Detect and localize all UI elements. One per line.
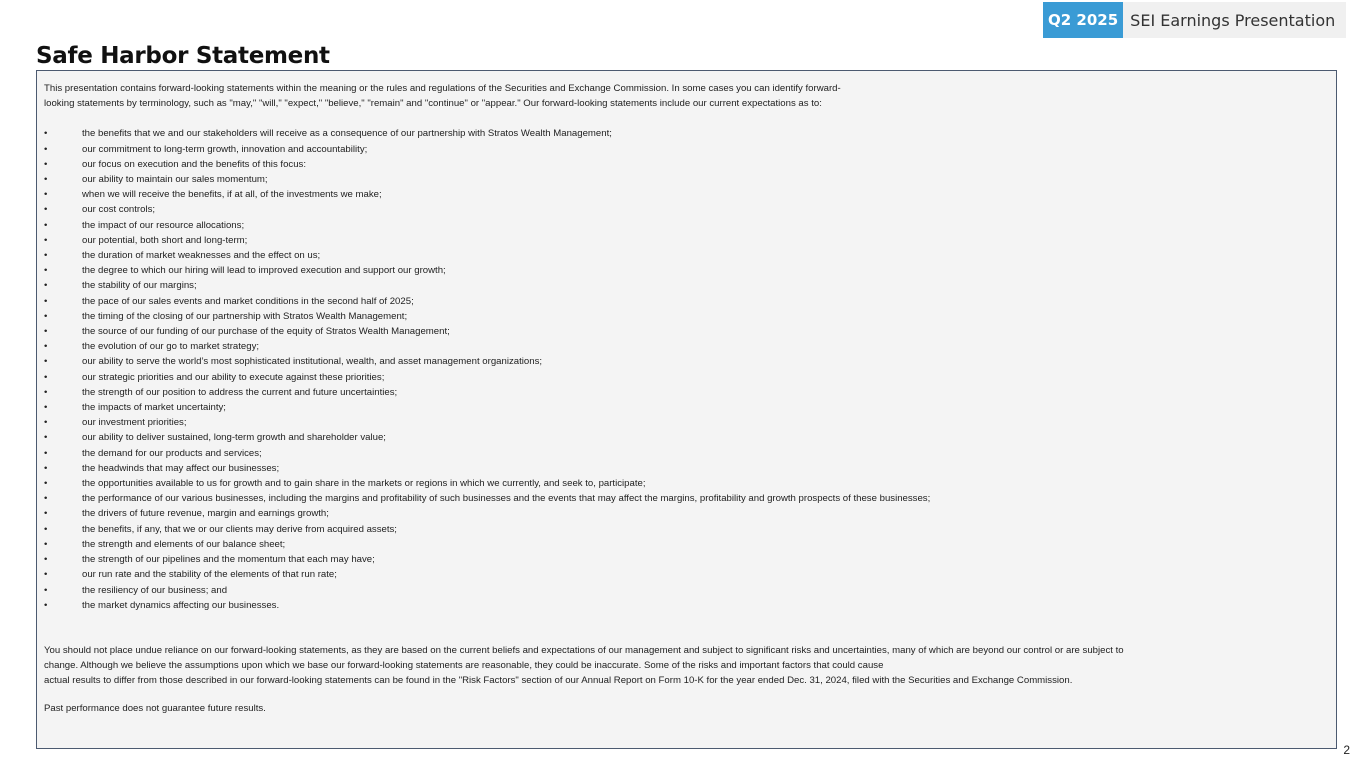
list-item-text: the strength of our pipelines and the momentum that each may have; bbox=[82, 554, 375, 566]
list-item-text: the timing of the closing of our partnership with Stratos Wealth Management; bbox=[82, 310, 408, 322]
closing-paragraph bbox=[44, 643, 1329, 689]
list-item bbox=[44, 446, 1329, 461]
list-item-text: the stability of our margins; bbox=[82, 280, 197, 292]
bullet-icon: • bbox=[44, 508, 48, 520]
intro-line: This presentation contains forward-looking statements within the meaning or the rules and regulations of the Securities and Exchange Commission. In some cases you can identify forward- bbox=[44, 83, 841, 94]
list-item-text: our strategic priorities and our ability to execute against these priorities; bbox=[82, 371, 385, 383]
bullet-icon: • bbox=[44, 417, 48, 429]
closing-line: You should not place undue reliance on our forward-looking statements, as they are based on the current beliefs and expectations of our management and subject to significant risks and uncertainties, many of which are beyond our control or are subject to bbox=[44, 644, 1124, 656]
list-item-text: the performance of our various businesses, including the margins and profitability of such businesses and the events that may affect the margins, profitability and growth prospects of these businesses; bbox=[82, 493, 931, 505]
list-item bbox=[44, 430, 1329, 445]
bullet-icon: • bbox=[44, 310, 48, 322]
list-item-text: the strength and elements of our balance sheet; bbox=[82, 538, 286, 550]
bullet-icon: • bbox=[44, 265, 48, 277]
list-item bbox=[44, 476, 1329, 491]
bullet-icon: • bbox=[44, 158, 48, 170]
list-item-text: our run rate and the stability of the elements of that run rate; bbox=[82, 569, 337, 581]
list-item bbox=[44, 522, 1329, 537]
list-item bbox=[44, 415, 1329, 430]
bullet-icon: • bbox=[44, 174, 48, 186]
list-item bbox=[44, 172, 1329, 187]
closing-line: actual results to differ from those described in our forward-looking statements can be found in the "Risk Factors" section of our Annual Report on Form 10-K for the year ended Dec. 31, 2024, filed with the Securities and Exchange Commission. bbox=[44, 675, 1073, 687]
list-item-text: our ability to serve the world’s most sophisticated institutional, wealth, and asset management organizations; bbox=[82, 356, 543, 368]
list-item bbox=[44, 400, 1329, 415]
bullet-icon: • bbox=[44, 143, 48, 155]
list-item-text: the source of our funding of our purchase of the equity of Stratos Wealth Management; bbox=[82, 326, 450, 338]
bullet-icon: • bbox=[44, 295, 48, 307]
list-item bbox=[44, 370, 1329, 385]
quarter-badge: Q2 2025 bbox=[1043, 2, 1123, 38]
bullet-icon: • bbox=[44, 447, 48, 459]
bullet-icon: • bbox=[44, 128, 48, 140]
bullet-icon: • bbox=[44, 326, 48, 338]
list-item bbox=[44, 263, 1329, 278]
bullet-icon: • bbox=[44, 538, 48, 550]
list-item-text: the evolution of our go to market strategy; bbox=[82, 341, 260, 353]
page-title: Safe Harbor Statement bbox=[36, 43, 330, 69]
list-item-text: our cost controls; bbox=[82, 204, 156, 216]
intro-paragraph bbox=[44, 81, 1329, 111]
bullet-icon: • bbox=[44, 386, 48, 398]
list-item-text: our ability to deliver sustained, long-term growth and shareholder value; bbox=[82, 432, 386, 444]
list-item bbox=[44, 187, 1329, 202]
list-item bbox=[44, 339, 1329, 354]
list-item-text: our potential, both short and long-term; bbox=[82, 234, 248, 246]
list-item bbox=[44, 157, 1329, 172]
list-item-text: our ability to maintain our sales momentum; bbox=[82, 174, 268, 186]
list-item-text: our focus on execution and the benefits of this focus: bbox=[82, 158, 306, 170]
bullet-icon: • bbox=[44, 219, 48, 231]
list-item bbox=[44, 491, 1329, 506]
list-item-text: our investment priorities; bbox=[82, 417, 187, 429]
list-item bbox=[44, 552, 1329, 567]
list-item bbox=[44, 309, 1329, 324]
bullet-icon: • bbox=[44, 584, 48, 596]
bullet-icon: • bbox=[44, 234, 48, 246]
list-item bbox=[44, 126, 1329, 141]
bullet-icon: • bbox=[44, 523, 48, 535]
presentation-title: SEI Earnings Presentation bbox=[1123, 2, 1346, 38]
list-item-text: the demand for our products and services; bbox=[82, 447, 262, 459]
list-item bbox=[44, 248, 1329, 263]
bullet-icon: • bbox=[44, 432, 48, 444]
list-item-text: the pace of our sales events and market conditions in the second half of 2025; bbox=[82, 295, 414, 307]
list-item-text: the degree to which our hiring will lead to improved execution and support our growth; bbox=[82, 265, 446, 277]
list-item-text: our commitment to long-term growth, innovation and accountability; bbox=[82, 143, 368, 155]
list-item-text: the benefits that we and our stakeholders will receive as a consequence of our partnership with Stratos Wealth Management; bbox=[82, 128, 612, 140]
list-item bbox=[44, 506, 1329, 521]
bullet-icon: • bbox=[44, 280, 48, 292]
list-item bbox=[44, 278, 1329, 293]
list-item-text: the strength of our position to address the current and future uncertainties; bbox=[82, 386, 398, 398]
list-item bbox=[44, 142, 1329, 157]
header-tag bbox=[1043, 2, 1346, 38]
list-item-text: when we will receive the benefits, if at all, of the investments we make; bbox=[82, 189, 382, 201]
list-item bbox=[44, 233, 1329, 248]
bullet-icon: • bbox=[44, 371, 48, 383]
list-item bbox=[44, 461, 1329, 476]
list-item bbox=[44, 583, 1329, 598]
bullet-icon: • bbox=[44, 204, 48, 216]
past-performance-note: Past performance does not guarantee future results. bbox=[44, 702, 266, 714]
list-item bbox=[44, 598, 1329, 613]
list-item-text: the drivers of future revenue, margin and earnings growth; bbox=[82, 508, 329, 520]
list-item bbox=[44, 354, 1329, 369]
bullet-icon: • bbox=[44, 341, 48, 353]
list-item-text: the resiliency of our business; and bbox=[82, 584, 228, 596]
bullet-icon: • bbox=[44, 402, 48, 414]
bullet-icon: • bbox=[44, 462, 48, 474]
bullet-icon: • bbox=[44, 554, 48, 566]
bullet-icon: • bbox=[44, 569, 48, 581]
list-item bbox=[44, 294, 1329, 309]
bullet-icon: • bbox=[44, 250, 48, 262]
list-item-text: the market dynamics affecting our businesses. bbox=[82, 599, 280, 611]
bullet-icon: • bbox=[44, 356, 48, 368]
list-item bbox=[44, 202, 1329, 217]
bullet-icon: • bbox=[44, 478, 48, 490]
intro-line: looking statements by terminology, such as "may," "will," "expect," "believe," "remain" and "continue" or "appear." Our forward-looking statements include our current expectations as to: bbox=[44, 98, 822, 110]
list-item bbox=[44, 218, 1329, 233]
expectations-list bbox=[44, 126, 1329, 613]
bullet-icon: • bbox=[44, 599, 48, 611]
closing-line: change. Although we believe the assumptions upon which we base our forward-looking statements are reasonable, they could be inaccurate. Some of the risks and important factors that could cause bbox=[44, 660, 884, 672]
list-item bbox=[44, 567, 1329, 582]
list-item bbox=[44, 537, 1329, 552]
list-item-text: the benefits, if any, that we or our clients may derive from acquired assets; bbox=[82, 523, 397, 535]
list-item-text: the headwinds that may affect our businesses; bbox=[82, 462, 280, 474]
list-item bbox=[44, 385, 1329, 400]
list-item-text: the opportunities available to us for growth and to gain share in the markets or regions in which we currently, and seek to, participate; bbox=[82, 478, 646, 490]
list-item bbox=[44, 324, 1329, 339]
bullet-icon: • bbox=[44, 189, 48, 201]
list-item-text: the duration of market weaknesses and the effect on us; bbox=[82, 250, 321, 262]
page-number: 2 bbox=[1343, 743, 1350, 757]
safe-harbor-content bbox=[36, 70, 1337, 749]
list-item-text: the impact of our resource allocations; bbox=[82, 219, 245, 231]
bullet-icon: • bbox=[44, 493, 48, 505]
list-item-text: the impacts of market uncertainty; bbox=[82, 402, 226, 414]
